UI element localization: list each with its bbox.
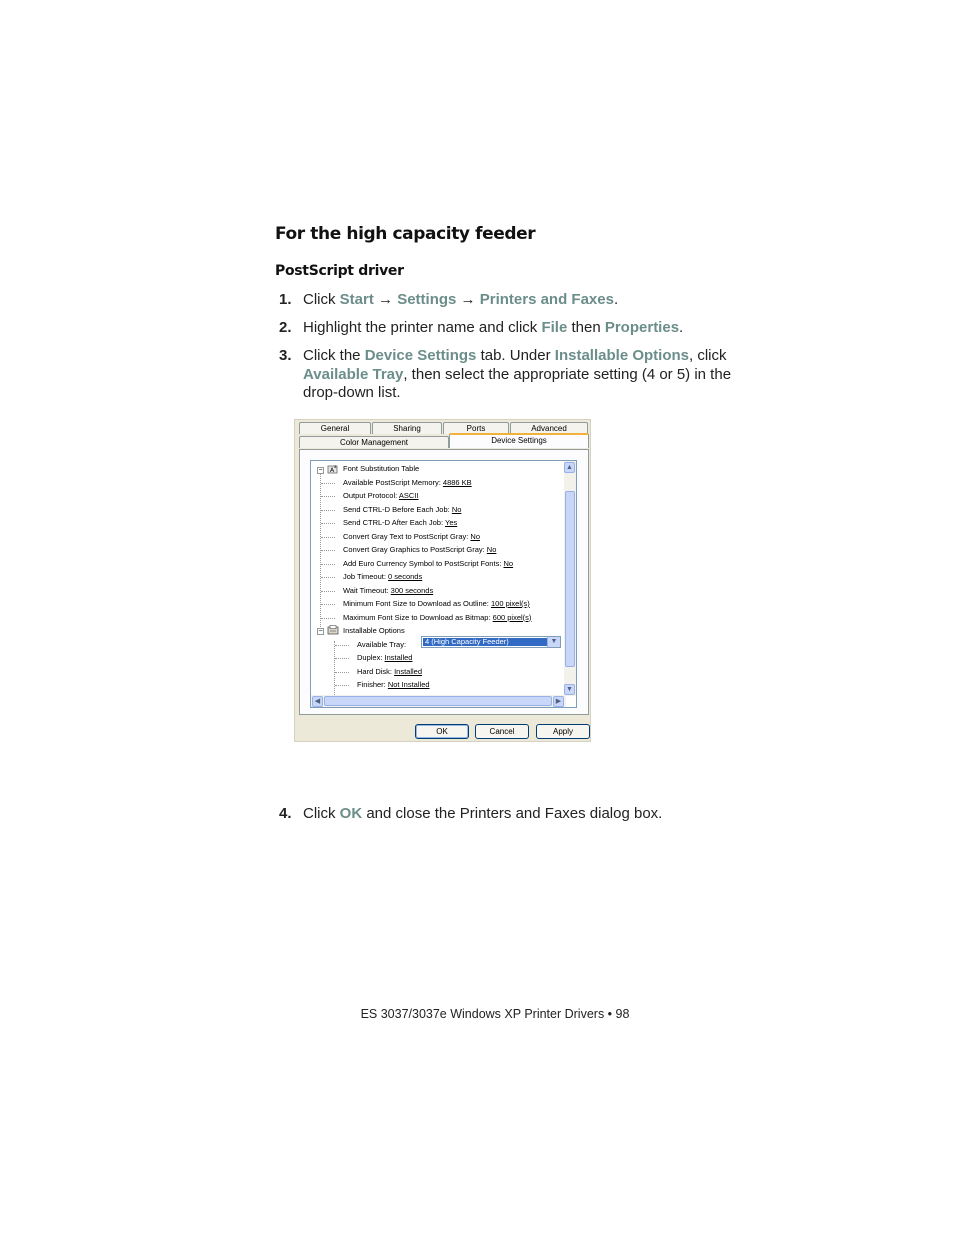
tree-line xyxy=(335,685,349,686)
tree-line xyxy=(335,658,349,659)
menu-keyword: Settings xyxy=(397,291,457,308)
font-table-icon xyxy=(327,464,339,474)
tree-item[interactable]: Available PostScript Memory: 4886 KB xyxy=(343,477,472,487)
installable-options-icon xyxy=(327,625,339,635)
tree-line xyxy=(321,496,335,497)
section-subheading: PostScript driver xyxy=(275,263,404,279)
tree-line xyxy=(321,591,335,592)
step-text xyxy=(303,347,733,403)
step-text xyxy=(303,805,733,824)
step-text-run: and close the Printers and Faxes dialog box. xyxy=(362,805,663,822)
collapse-icon[interactable]: − xyxy=(318,628,323,635)
tree-item[interactable]: Duplex: Installed xyxy=(357,653,413,662)
menu-keyword: Available Tray xyxy=(303,365,404,383)
step-text-run: Click xyxy=(303,291,340,308)
tree-item[interactable]: Send CTRL-D Before Each Job: No xyxy=(343,504,462,514)
tree-item[interactable]: Send CTRL-D After Each Job: Yes xyxy=(343,518,458,527)
tree-line xyxy=(321,537,335,538)
tree-line xyxy=(335,672,349,673)
menu-keyword: Properties xyxy=(604,319,680,336)
tree-item[interactable]: Hard Disk: Installed xyxy=(357,666,423,676)
step-text-run: tab. Under xyxy=(476,347,555,364)
tree-line xyxy=(321,577,335,578)
tree-item[interactable]: Convert Gray Graphics to PostScript Gray: No xyxy=(343,545,497,554)
step-number: 4. xyxy=(279,805,292,822)
menu-keyword: Device Settings xyxy=(364,347,477,364)
tree-line xyxy=(321,564,335,565)
step-text-run: , click xyxy=(688,347,727,364)
svg-text:a: a xyxy=(334,464,337,469)
tree-line xyxy=(321,483,335,484)
settings-tree xyxy=(310,460,577,708)
tab-general[interactable]: General xyxy=(299,422,371,434)
scroll-down-icon[interactable]: ▼ xyxy=(564,684,575,695)
device-settings-panel xyxy=(299,449,589,715)
tree-item[interactable]: Job Timeout: 0 seconds xyxy=(343,572,423,581)
step-text-run: , then select the appropriate setting (4 or 5) in the drop-down list. xyxy=(303,365,732,401)
tab-device-settings[interactable]: Device Settings xyxy=(449,433,589,448)
tree-line xyxy=(321,604,335,605)
tree-item[interactable]: Maximum Font Size to Download as Bitmap: 600 pixel(s) xyxy=(343,612,532,622)
tree-item[interactable]: Add Euro Currency Symbol to PostScript Fonts: No xyxy=(343,558,514,568)
step-text xyxy=(303,319,733,338)
scroll-left-icon[interactable]: ◀ xyxy=(312,696,323,707)
tab-ports[interactable]: Ports xyxy=(443,422,509,434)
ok-button[interactable]: OK xyxy=(415,724,469,739)
step-text-run: Click the xyxy=(303,347,365,364)
tab-advanced[interactable]: Advanced xyxy=(510,422,588,434)
svg-text:A: A xyxy=(330,467,335,474)
step-number: 2. xyxy=(279,319,292,336)
tree-item[interactable]: Wait Timeout: 300 seconds xyxy=(343,585,434,595)
collapse-icon[interactable]: − xyxy=(318,467,323,474)
tree-item[interactable]: Minimum Font Size to Download as Outline: 100 pixel(s) xyxy=(343,599,530,608)
scroll-thumb[interactable] xyxy=(324,696,552,706)
menu-keyword: Start xyxy=(339,291,374,308)
apply-button[interactable]: Apply xyxy=(536,724,590,739)
step-number: 1. xyxy=(279,291,292,308)
step-text xyxy=(303,291,733,310)
scroll-right-icon[interactable]: ▶ xyxy=(553,696,564,707)
tree-line xyxy=(334,641,335,697)
menu-keyword: Printers and Faxes xyxy=(479,291,614,308)
cancel-button[interactable]: Cancel xyxy=(475,724,529,739)
tree-item[interactable]: Convert Gray Text to PostScript Gray: No xyxy=(343,531,480,541)
vertical-scrollbar[interactable] xyxy=(564,461,576,696)
tree-item[interactable]: Font Substitution Table xyxy=(343,464,420,473)
tree-line xyxy=(321,550,335,551)
available-tray-dropdown[interactable] xyxy=(421,636,561,648)
tree-item-available-tray[interactable]: Available Tray: xyxy=(357,639,407,649)
tree-item[interactable]: Finisher: Not Installed xyxy=(357,680,430,689)
step-text-run: . xyxy=(613,291,619,308)
step-text-run: Highlight the printer name and click xyxy=(303,319,542,336)
scroll-thumb[interactable] xyxy=(565,491,575,667)
tab-sharing[interactable]: Sharing xyxy=(372,422,442,434)
tree-item[interactable]: Output Protocol: ASCII xyxy=(343,491,419,500)
tree-item[interactable]: Installable Options xyxy=(343,626,405,635)
available-tray-value: 4 (High Capacity Feeder) xyxy=(423,638,548,646)
tree-line xyxy=(321,510,335,511)
horizontal-scrollbar[interactable] xyxy=(311,695,566,707)
step-text-run: → xyxy=(373,291,398,308)
step-text-run: Click xyxy=(303,805,340,822)
step-text-run: then xyxy=(567,319,605,336)
menu-keyword: Installable Options xyxy=(554,347,689,364)
chevron-down-icon[interactable]: ▼ xyxy=(547,637,560,647)
section-heading: For the high capacity feeder xyxy=(275,224,536,244)
step-number: 3. xyxy=(279,347,292,364)
step-text-run: . xyxy=(679,319,684,336)
menu-keyword: OK xyxy=(339,805,363,822)
page-footer: ES 3037/3037e Windows XP Printer Drivers • 98 xyxy=(360,1007,630,1021)
tree-line xyxy=(321,523,335,524)
tree-line xyxy=(321,618,335,619)
step-text-run: → xyxy=(456,291,480,308)
tree-line xyxy=(335,645,349,646)
printer-properties-dialog xyxy=(294,419,591,742)
scroll-up-icon[interactable]: ▲ xyxy=(564,462,575,473)
tab-color-management[interactable]: Color Management xyxy=(299,436,449,448)
menu-keyword: File xyxy=(541,319,568,336)
